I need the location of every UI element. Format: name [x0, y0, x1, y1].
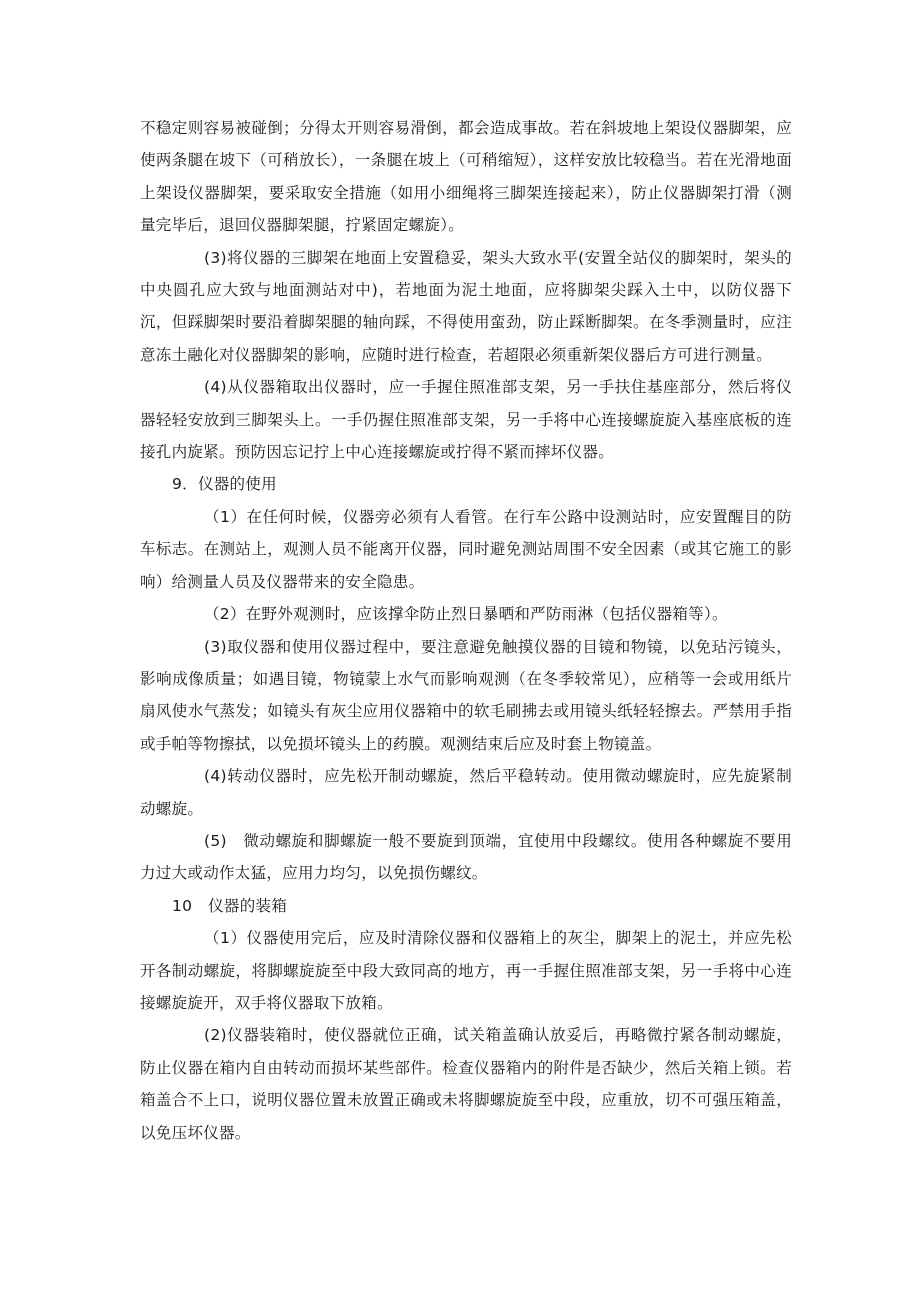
paragraph-usage-supervision: （1）在任何时候，仪器旁必须有人看管。在行车公路中设测站时，应安置醒目的防车标志。在测站上，观测人员不能离开仪器，同时避免测站周围不安全因素（或其它施工的影响）给测量人员及仪器带来的安全隐患。	[140, 507, 792, 591]
paragraph-packing-placement: (2)仪器装箱时，使仪器就位正确，试关箱盖确认放妥后，再略微拧紧各制动螺旋，防止仪器在箱内自由转动而损坏某些部件。检查仪器箱内的附件是否缺少，然后关箱上锁。若箱盖合不上口，说明仪器位置未放置正确或未将脚螺旋旋至中段，应重放，切不可强压箱盖，以免压坏仪器。	[140, 1026, 792, 1142]
section-heading-instrument-usage: 9．仪器的使用	[172, 475, 277, 494]
paragraph-usage-rotation: (4)转动仪器时，应先松开制动螺旋，然后平稳转动。使用微动螺旋时，应先旋紧制动螺旋。	[140, 767, 792, 818]
paragraph-tripod-placement: (3)将仪器的三脚架在地面上安置稳妥，架头大致水平(安置全站仪的脚架时，架头的中央圆孔应大致与地面测站对中)，若地面为泥土地面，应将脚架尖踩入土中，以防仪器下沉，但踩脚架时要沿着脚架腿的轴向踩，不得使用蛮劲，防止踩断脚架。在冬季测量时，应注意冻土融化对仪器脚架的影响，应随时进行检查，若超限必须重新架仪器后方可进行测量。	[140, 248, 792, 364]
paragraph-usage-weather: （2）在野外观测时，应该撑伞防止烈日暴晒和严防雨淋（包括仪器箱等）。	[204, 605, 728, 624]
paragraph-instrument-mounting: (4)从仪器箱取出仪器时，应一手握住照准部支架，另一手扶住基座部分，然后将仪器轻轻安放到三脚架头上。一手仍握住照准部支架，另一手将中心连接螺旋旋入基座底板的连接孔内旋紧。预防因忘记拧上中心连接螺旋或拧得不紧而摔坏仪器。	[140, 378, 792, 462]
paragraph-tripod-setup-continued: 不稳定则容易被碰倒；分得太开则容易滑倒，都会造成事故。若在斜坡地上架设仪器脚架，应使两条腿在坡下（可稍放长），一条腿在坡上（可稍缩短），这样安放比较稳当。若在光滑地面上架设仪器脚架，要采取安全措施（如用小细绳将三脚架连接起来），防止仪器脚架打滑（测量完毕后，退回仪器脚架腿，拧紧固定螺旋）。	[140, 119, 792, 235]
paragraph-usage-lens-care: (3)取仪器和使用仪器过程中，要注意避免触摸仪器的目镜和物镜，以免玷污镜头，影响成像质量；如遇目镜，物镜蒙上水气而影响观测（在冬季较常见），应稍等一会或用纸片扇风使水气蒸发；如镜头有灰尘应用仪器箱中的软毛刷拂去或用镜头纸轻轻擦去。严禁用手指或手帕等物擦拭，以免损坏镜头上的药膜。观测结束后应及时套上物镜盖。	[140, 637, 792, 753]
paragraph-packing-cleaning: （1）仪器使用完后，应及时清除仪器和仪器箱上的灰尘，脚架上的泥土，并应先松开各制动螺旋，将脚螺旋旋至中段大致同高的地方，再一手握住照准部支架，另一手将中心连接螺旋旋开，双手将仪器取下放箱。	[140, 929, 792, 1012]
document-page	[140, 112, 792, 1149]
paragraph-usage-screws: (5) 微动螺旋和脚螺旋一般不要旋到顶端，宜使用中段螺纹。使用各种螺旋不要用力过大或动作太猛，应用力均匀，以免损伤螺纹。	[140, 831, 792, 883]
section-heading-instrument-packing: 10 仪器的装箱	[172, 896, 288, 915]
